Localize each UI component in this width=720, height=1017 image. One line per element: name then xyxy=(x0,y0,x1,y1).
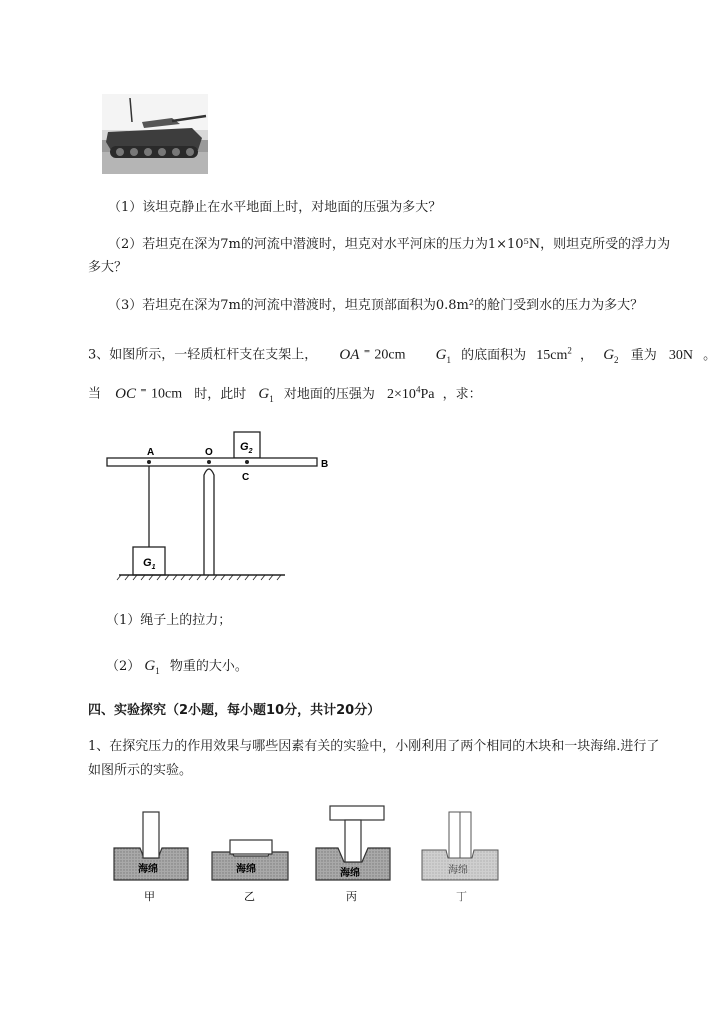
q2-sub3: （3）若坦克在深为7m的河流中潜渡时，坦克顶部面积为0.8m²的舱门受到水的压力为多大？ xyxy=(108,298,644,313)
label-b: B xyxy=(321,459,329,470)
caption-jia: 甲 xyxy=(144,891,155,903)
oc-value: 10cm xyxy=(150,386,183,402)
g2-label: $G_2$ xyxy=(603,346,619,365)
g1-label: $G_1$ xyxy=(435,346,451,365)
q3-sub2 xyxy=(106,657,248,680)
q3-intro-prefix: 3、如图所示，一轻质杠杆支在支架上， xyxy=(88,347,318,363)
oc-label: OC xyxy=(115,385,136,402)
ask-text: ，求： xyxy=(442,386,482,402)
g1b-label: $G_1$ xyxy=(258,385,274,404)
when-text: 当 xyxy=(88,386,102,402)
sponge-label-1: 海绵 xyxy=(138,864,158,875)
tank-photo xyxy=(102,94,208,174)
s4-q1-a: 1、在探究压力的作用效果与哪些因素有关的实验中，小刚利用了两个相同的木块和一块海绵.进行了 xyxy=(88,739,660,754)
caption-yi: 乙 xyxy=(244,891,255,903)
g2-weight-text: 重为 xyxy=(630,347,657,363)
q2-sub1: （1）该坦克静止在水平地面上时，对地面的压强为多大？ xyxy=(108,200,442,215)
area-value: $15cm^2$ xyxy=(536,345,572,363)
q3-sub2-g: $G_1$ xyxy=(144,658,160,676)
caption-ding: 丁 xyxy=(456,891,467,903)
sponge-setup-ding xyxy=(422,812,498,903)
oa-value: 20cm xyxy=(374,347,406,363)
caption-bing: 丙 xyxy=(346,891,357,903)
q2-sub2-a: （2）若坦克在深为7m的河流中潜渡时，坦克对水平河床的压力为1×10⁵N，则坦克所受的浮力为 xyxy=(108,237,671,252)
g1-diagram-label: $G_1$ xyxy=(143,557,156,571)
g2-weight: 30N xyxy=(668,347,693,363)
label-a: A xyxy=(147,447,155,458)
equals-sign: = xyxy=(363,346,371,356)
sponge-label-4: 海绵 xyxy=(448,865,468,876)
q3-intro-line1 xyxy=(88,341,716,369)
pressure-value: $2\times 10^4Pa$ xyxy=(387,384,435,402)
sponge-setup-bing xyxy=(316,806,390,903)
s4-q1-b: 如图所示的实验。 xyxy=(88,763,193,778)
label-o: O xyxy=(205,447,213,458)
section4-heading: 四、实验探究（2小题，每小题10分，共计20分） xyxy=(88,703,381,718)
lever-diagram xyxy=(105,425,345,585)
q3-sub1: （1）绳子上的拉力； xyxy=(106,613,232,628)
q2-sub2-b: 多大？ xyxy=(88,260,128,275)
sponge-experiment-diagram xyxy=(108,800,508,910)
q3-sub2-prefix: （2） xyxy=(106,659,141,674)
sponge-setup-jia xyxy=(114,812,188,903)
lever-bar xyxy=(107,458,317,466)
pressure-text: 对地面的压强为 xyxy=(283,386,375,402)
comma-1: ， xyxy=(580,347,594,363)
period-1: 。 xyxy=(703,347,717,363)
support-stand xyxy=(204,469,214,575)
q3-sub2-suffix: 物重的大小。 xyxy=(169,659,248,674)
oa-label: OA xyxy=(339,346,360,363)
g2-diagram-label: $G_2$ xyxy=(240,441,253,455)
q3-intro-line2 xyxy=(88,380,482,408)
sponge-label-2: 海绵 xyxy=(236,864,256,875)
sponge-setup-yi xyxy=(212,840,288,903)
equals-sign-2: = xyxy=(140,385,147,395)
g1-area-text: 的底面积为 xyxy=(461,347,527,363)
sponge-label-3: 海绵 xyxy=(340,868,360,879)
label-c: C xyxy=(242,472,250,483)
moment-text: 时，此时 xyxy=(194,386,247,402)
